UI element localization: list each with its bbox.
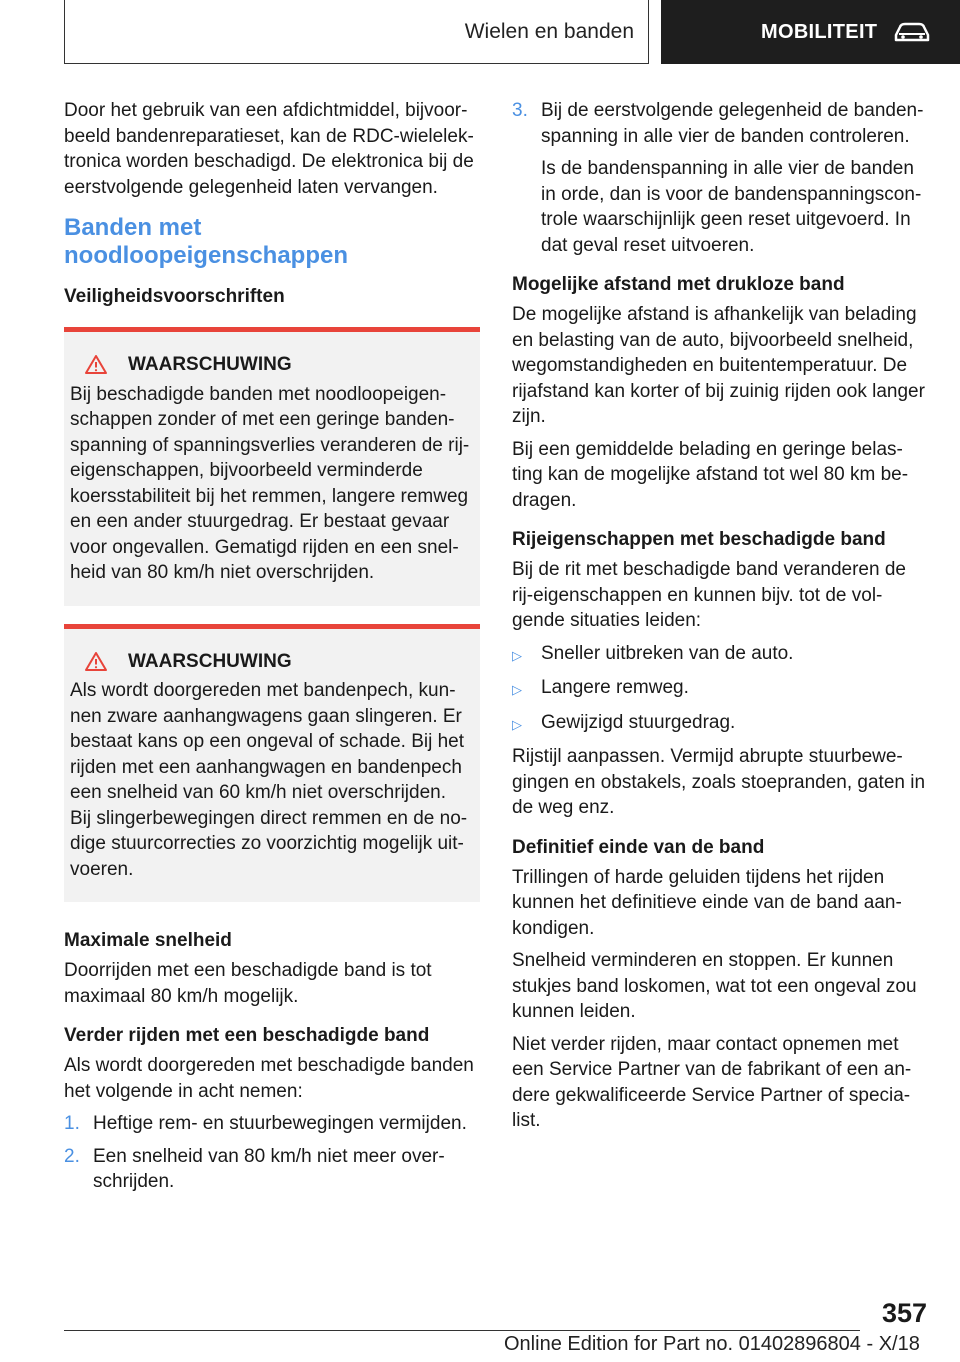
page-number: 357 [881,1298,927,1328]
triangle-bullet-icon: ▷ [512,647,522,663]
end-heading: Definitief einde van de band [512,836,765,858]
list-item [512,641,928,669]
left-column [64,98,480,1202]
distance-heading: Mogelijke afstand met drukloze band [512,274,845,295]
chapter-header [661,0,960,64]
right-column [512,98,928,1141]
max-speed-heading: Maximale snelheid [64,930,232,951]
warning-title: WAARSCHUWING [70,352,472,378]
distance-text-1: De mogelijke afstand is afhankelijk van belading en belasting van de auto, bijvoorbeeld snelheid, wegomstandigheden en buitentemperatuur. De rijafstand kan korter of bij zuinig rijden ook langer zijn. [512,304,925,427]
step-number: 1. [64,1113,80,1134]
bullet-text: Gewijzigd stuurgedrag. [541,711,736,733]
warning-text: Bij beschadigde banden met noodloopeigen-schappen zonder of met een geringe banden-spanning of spanningsverlies veranderen de rij-eigenschappen, bijvoorbeeld verminderde koersstabiliteit bij het remmen, langere remweg en een ander stuurgedrag. Er bestaat gevaar voor ongevallen. Gematigd rijden en een snel-heid van 80 km/h niet overschrijden. [70,383,470,583]
list-item [512,710,928,738]
bullet-text: Sneller uitbreken van de auto. [541,642,794,664]
end-text-2: Snelheid verminderen en stoppen. Er kunnen stukjes band loskomen, wat tot een ongeval zou kunnen leiden. [512,950,917,1022]
warning-icon [84,651,108,672]
step-text: Bij de eerstvolgende gelegenheid de banden-spanning in alle vier de banden controleren. [541,100,924,147]
driving-heading: Rijeigenschappen met beschadigde band [512,529,886,550]
distance-text-2: Bij een gemiddelde belading en geringe belas-ting kan de mogelijke afstand tot wel 80 km be-dragen. [512,438,909,511]
safety-subheading: Veiligheidsvoorschriften [64,286,285,307]
list-item [64,1111,480,1137]
step-list [64,1111,480,1195]
list-item [512,675,928,703]
warning-box [64,624,480,903]
step-list [512,98,928,149]
chapter-title: MOBILITEIT [761,20,878,43]
driving-text-2: Rijstijl aanpassen. Vermijd abrupte stuurbewe-gingen en obstakels, zoals stoepranden, gaten in de weg enz. [512,746,926,818]
section-header [64,0,649,64]
car-icon [893,21,931,43]
step-text: Een snelheid van 80 km/h niet meer over-schrijden. [93,1145,445,1192]
max-speed-text: Doorrijden met een beschadigde band is tot maximaal 80 km/h mogelijk. [64,960,432,1007]
list-item [512,98,928,149]
further-driving-heading: Verder rijden met een beschadigde band [64,1025,430,1046]
list-item [64,1144,480,1195]
end-text-1: Trillingen of harde geluiden tijdens het rijden kunnen het definitieve einde van de band aan-kondigen. [512,866,902,939]
warning-title: WAARSCHUWING [70,649,472,675]
driving-text-1: Bij de rit met beschadigde band veranderen de rij-eigenschappen en kunnen bijv. tot de vol-gende situaties leiden: [512,559,906,631]
bullet-text: Langere remweg. [541,677,689,698]
edition-footer: Online Edition for Part no. 01402896804 - X/18 [504,1333,920,1355]
warning-text: Als wordt doorgereden met bandenpech, kun-nen zware aanhangwagens gaan slingeren. Er bestaat kans op een ongeval of schade. Bij het rijden met een aanhangwagen en bandenpech een snelheid van 60 km/h niet overschrijden. Bij slingerbewegingen direct remmen en de no-dige stuurcorrecties zo voorzichtig mogelijk uit-voeren. [70,680,468,880]
warning-box [64,327,480,606]
end-text-3: Niet verder rijden, maar contact opnemen met een Service Partner van de fabrikant of een an-dere gekwalificeerde Service Partner of specia-list. [512,1033,912,1131]
triangle-bullet-icon: ▷ [512,716,522,732]
footer-divider [64,1330,860,1331]
intro-paragraph: Door het gebruik van een afdichtmiddel, bijvoor-beeld bandenreparatieset, kan de RDC-wielelek-tronica worden beschadigd. De elektronica bij de eerstvolgende gelegenheid laten vervangen. [64,100,474,198]
bullet-list [512,641,928,738]
section-heading: Banden met noodloopeigenschappen [64,214,349,269]
warning-icon [84,354,108,375]
triangle-bullet-icon: ▷ [512,682,522,697]
step-text: Heftige rem- en stuurbewegingen vermijden. [93,1113,467,1134]
section-title: Wielen en banden [464,19,634,43]
further-driving-text: Als wordt doorgereden met beschadigde banden het volgende in acht nemen: [64,1055,474,1102]
step-number: 2. [64,1145,80,1167]
step-number: 3. [512,100,528,121]
step-note: Is de bandenspanning in alle vier de banden in orde, dan is voor de bandenspanningscon-trole waarschijnlijk geen reset uitgevoerd. In dat geval reset uitvoeren. [541,158,922,256]
